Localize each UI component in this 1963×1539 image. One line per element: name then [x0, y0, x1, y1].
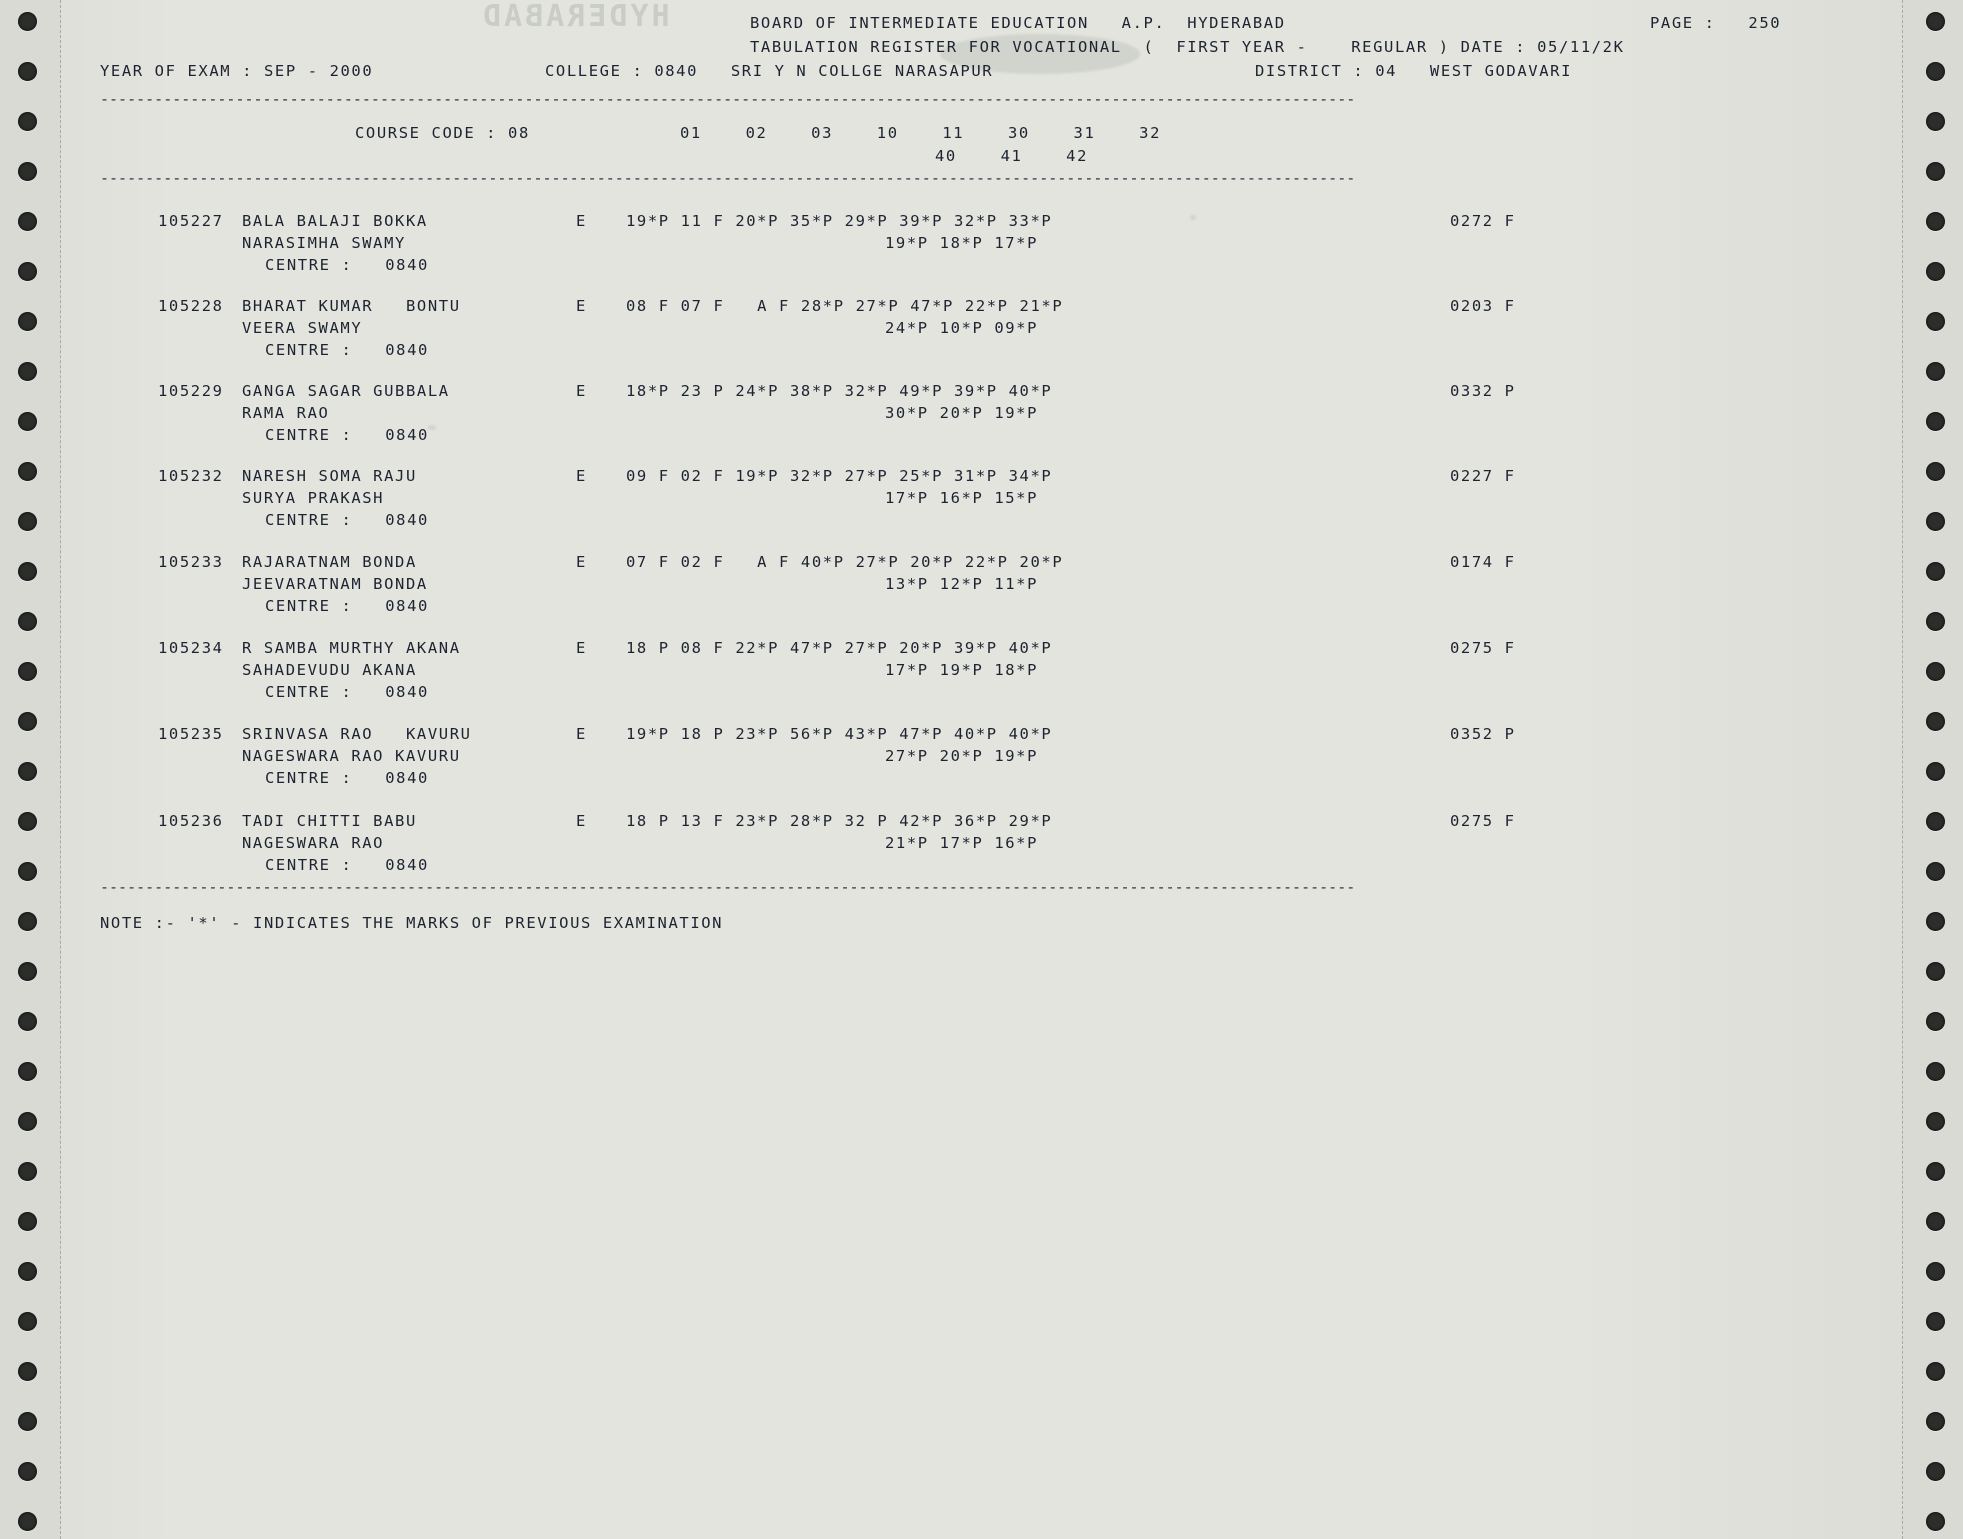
- total-marks: 0272 F: [1450, 212, 1516, 230]
- medium-code: E: [576, 725, 587, 743]
- separator-top: -------------------------------------------------------------------------------------------------------------------------------------------: [100, 90, 1356, 108]
- marks-line-2: 27*P 20*P 19*P: [885, 747, 1039, 765]
- student-id: 105233: [158, 553, 224, 571]
- centre-label: CENTRE : 0840: [265, 597, 429, 615]
- marks-line-1: 08 F 07 F A F 28*P 27*P 47*P 22*P 21*P: [626, 297, 1064, 315]
- sprocket-strip-right: [1902, 0, 1963, 1539]
- document-body: [60, 0, 1903, 1539]
- student-id: 105232: [158, 467, 224, 485]
- student-name: BHARAT KUMAR BONTU: [242, 297, 461, 315]
- total-marks: 0275 F: [1450, 639, 1516, 657]
- separator-header: -------------------------------------------------------------------------------------------------------------------------------------------: [100, 169, 1356, 187]
- footer-note: NOTE :- '*' - INDICATES THE MARKS OF PREVIOUS EXAMINATION: [100, 914, 724, 932]
- student-name: SRINVASA RAO KAVURU: [242, 725, 472, 743]
- father-name: NARASIMHA SWAMY: [242, 234, 406, 252]
- marks-line-1: 18 P 08 F 22*P 47*P 27*P 20*P 39*P 40*P: [626, 639, 1053, 657]
- district-info: DISTRICT : 04 WEST GODAVARI: [1255, 62, 1573, 80]
- year-of-exam: YEAR OF EXAM : SEP - 2000: [100, 62, 374, 80]
- father-name: NAGESWARA RAO KAVURU: [242, 747, 461, 765]
- total-marks: 0227 F: [1450, 467, 1516, 485]
- centre-label: CENTRE : 0840: [265, 256, 429, 274]
- father-name: JEEVARATNAM BONDA: [242, 575, 428, 593]
- marks-line-1: 19*P 11 F 20*P 35*P 29*P 39*P 32*P 33*P: [626, 212, 1053, 230]
- marks-line-1: 18*P 23 P 24*P 38*P 32*P 49*P 39*P 40*P: [626, 382, 1053, 400]
- marks-line-1: 09 F 02 F 19*P 32*P 27*P 25*P 31*P 34*P: [626, 467, 1053, 485]
- centre-label: CENTRE : 0840: [265, 341, 429, 359]
- medium-code: E: [576, 297, 587, 315]
- watermark-text: HYDERABAD: [480, 0, 670, 34]
- student-name: TADI CHITTI BABU: [242, 812, 417, 830]
- marks-line-1: 18 P 13 F 23*P 28*P 32 P 42*P 36*P 29*P: [626, 812, 1053, 830]
- total-marks: 0203 F: [1450, 297, 1516, 315]
- separator-bottom: -------------------------------------------------------------------------------------------------------------------------------------------: [100, 878, 1356, 896]
- father-name: NAGESWARA RAO: [242, 834, 385, 852]
- centre-label: CENTRE : 0840: [265, 426, 429, 444]
- toner-speck: [1190, 215, 1196, 220]
- student-id: 105227: [158, 212, 224, 230]
- centre-label: CENTRE : 0840: [265, 511, 429, 529]
- father-name: VEERA SWAMY: [242, 319, 363, 337]
- student-id: 105229: [158, 382, 224, 400]
- marks-line-2: 17*P 19*P 18*P: [885, 661, 1039, 679]
- marks-line-2: 24*P 10*P 09*P: [885, 319, 1039, 337]
- header-title-line2: TABULATION REGISTER FOR VOCATIONAL ( FIRST YEAR - REGULAR ) DATE : 05/11/2K: [750, 38, 1625, 56]
- medium-code: E: [576, 467, 587, 485]
- student-id: 105234: [158, 639, 224, 657]
- father-name: SURYA PRAKASH: [242, 489, 385, 507]
- father-name: RAMA RAO: [242, 404, 330, 422]
- total-marks: 0332 P: [1450, 382, 1516, 400]
- marks-line-1: 07 F 02 F A F 40*P 27*P 20*P 22*P 20*P: [626, 553, 1064, 571]
- centre-label: CENTRE : 0840: [265, 856, 429, 874]
- total-marks: 0352 P: [1450, 725, 1516, 743]
- medium-code: E: [576, 212, 587, 230]
- centre-label: CENTRE : 0840: [265, 769, 429, 787]
- total-marks: 0275 F: [1450, 812, 1516, 830]
- medium-code: E: [576, 382, 587, 400]
- student-id: 105228: [158, 297, 224, 315]
- medium-code: E: [576, 553, 587, 571]
- father-name: SAHADEVUDU AKANA: [242, 661, 417, 679]
- student-id: 105235: [158, 725, 224, 743]
- marks-line-2: 30*P 20*P 19*P: [885, 404, 1039, 422]
- marks-line-2: 19*P 18*P 17*P: [885, 234, 1039, 252]
- subject-codes-row2: 40 41 42: [935, 147, 1089, 165]
- subject-codes-row1: 01 02 03 10 11 30 31 32: [680, 124, 1161, 142]
- marks-line-1: 19*P 18 P 23*P 56*P 43*P 47*P 40*P 40*P: [626, 725, 1053, 743]
- marks-line-2: 13*P 12*P 11*P: [885, 575, 1039, 593]
- student-name: R SAMBA MURTHY AKANA: [242, 639, 461, 657]
- marks-line-2: 17*P 16*P 15*P: [885, 489, 1039, 507]
- student-name: NARESH SOMA RAJU: [242, 467, 417, 485]
- student-name: BALA BALAJI BOKKA: [242, 212, 428, 230]
- student-id: 105236: [158, 812, 224, 830]
- course-code-label: COURSE CODE : 08: [355, 124, 530, 142]
- page-number: PAGE : 250: [1650, 14, 1782, 32]
- student-name: RAJARATNAM BONDA: [242, 553, 417, 571]
- medium-code: E: [576, 639, 587, 657]
- sprocket-strip-left: [0, 0, 61, 1539]
- header-title-line1: BOARD OF INTERMEDIATE EDUCATION A.P. HYDERABAD: [750, 14, 1286, 32]
- student-name: GANGA SAGAR GUBBALA: [242, 382, 450, 400]
- college-info: COLLEGE : 0840 SRI Y N COLLGE NARASAPUR: [545, 62, 994, 80]
- marks-line-2: 21*P 17*P 16*P: [885, 834, 1039, 852]
- medium-code: E: [576, 812, 587, 830]
- centre-label: CENTRE : 0840: [265, 683, 429, 701]
- total-marks: 0174 F: [1450, 553, 1516, 571]
- toner-speck: [428, 425, 436, 430]
